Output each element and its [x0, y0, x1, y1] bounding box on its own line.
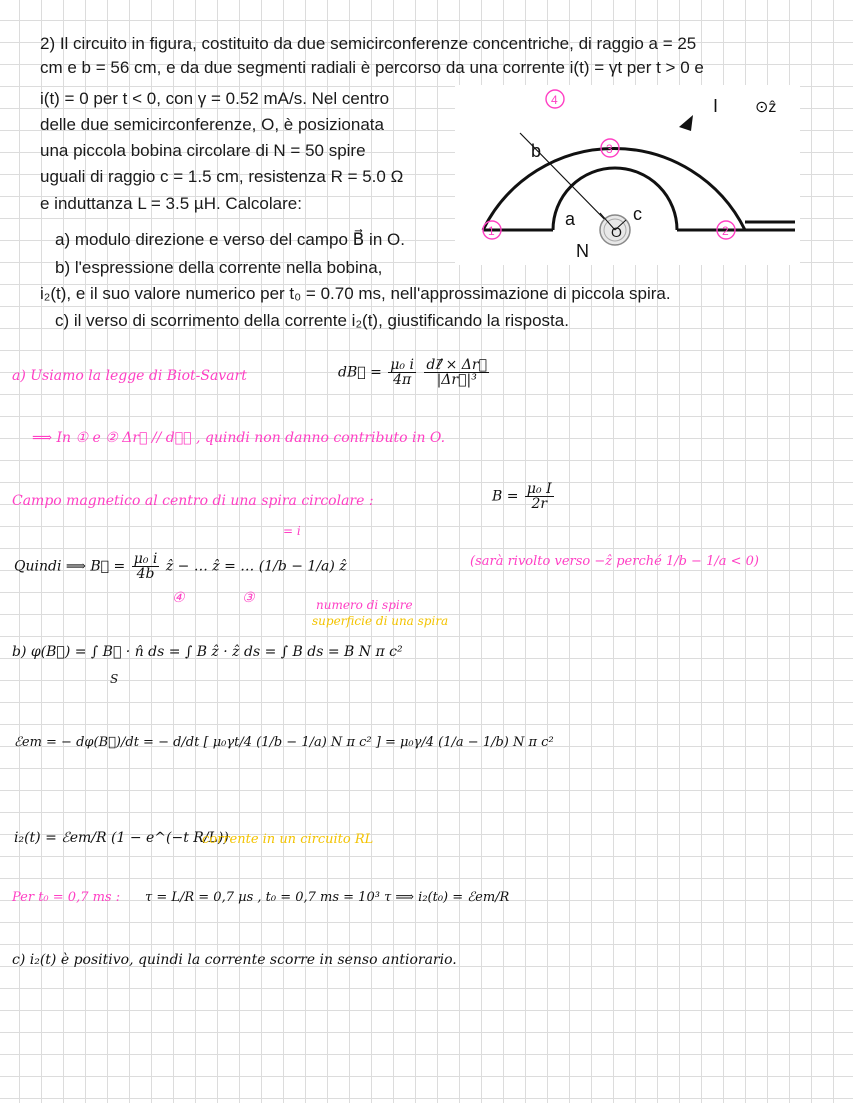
- note-a-line-4: Quindi ⟹ B⃗ = $\frac{\text{μ₀ i}}{4b}$ ẑ − … ẑ = … (1/b − 1/a) ẑ: [14, 551, 347, 582]
- note-b-turns: numero di spire: [316, 598, 413, 612]
- note-b-line-1: b) φ(B⃗) = ∫ B⃗ · n̂ ds = ∫ B ẑ · ẑ ds = ∫ B ds = B N π c²: [12, 644, 403, 660]
- note-a-line-3: Campo magnetico al centro di una spira circolare :: [12, 493, 374, 509]
- segment-2-label: 2: [722, 224, 729, 238]
- note-a-line-4-note: (sarà rivolto verso −ẑ perché 1/b − 1/a < 0): [470, 554, 759, 569]
- note-b-line-2: ℰem = − dφ(B⃗)/dt = − d/dt [ μ₀γt/4 (1/b − 1/a) N π c² ] = μ₀γ/4 (1/a − 1/b) N π c²: [14, 735, 554, 750]
- note-c-line: c) i₂(t) è positivo, quindi la corrente scorre in senso antiorario.: [12, 952, 457, 968]
- note-b-line-3: i₂(t) = ℰem/R (1 − e^(−t R/L)): [14, 830, 229, 846]
- problem-line-5: una piccola bobina circolare di N = 50 spire: [40, 141, 366, 160]
- label-O: O: [611, 224, 622, 240]
- note-a-eq-i: = i: [283, 524, 301, 538]
- segment-1-label: 1: [488, 224, 495, 238]
- label-a: a: [565, 209, 576, 229]
- problem-line-2: cm e b = 56 cm, e da due segmenti radiali è percorso da una corrente i(t) = γt per t > 0 e: [40, 58, 704, 77]
- question-a: a) modulo direzione e verso del campo B⃗ in O.: [55, 230, 405, 249]
- problem-line-6: uguali di raggio c = 1.5 cm, resistenza R = 5.0 Ω: [40, 167, 404, 186]
- note-a-formula-biot: dB⃗ = $\frac{\text{μ₀ i}}{4\pi}$ $\frac{\text{dℓ⃗ × Δr⃗}}{\text{|Δr⃗|³}}$: [338, 357, 487, 388]
- note-a-line-2: ⟹ In ① e ② Δr⃗ // dℓ⃗ , quindi non danno contributo in O.: [32, 430, 446, 446]
- segment-4-label: 4: [551, 93, 558, 107]
- note-b-surface: superficie di una spira: [312, 614, 449, 628]
- segment-3-label: 3: [606, 142, 613, 156]
- note-b-line-4: τ = L/R = 0,7 µs , t₀ = 0,7 ms = 10³ τ ⟹ i₂(t₀) = ℰem/R: [145, 890, 510, 905]
- question-b-line-2: i₂(t), e il suo valore numerico per t₀ = 0.70 ms, nell'approssimazione di piccola spira.: [40, 284, 671, 303]
- note-b-line-4-prefix: Per t₀ = 0,7 ms :: [12, 890, 121, 905]
- label-I: I: [713, 96, 719, 116]
- label-b: b: [531, 141, 542, 161]
- problem-line-3: i(t) = 0 per t < 0, con γ = 0.52 mA/s. Nel centro: [40, 89, 390, 108]
- note-a-line-1: a) Usiamo la legge di Biot-Savart: [12, 368, 247, 384]
- note-b-line-3-note: corrente in un circuito RL: [202, 832, 374, 847]
- problem-line-7: e induttanza L = 3.5 µH. Calcolare:: [40, 194, 302, 213]
- question-b-line-1: b) l'espressione della corrente nella bobina,: [55, 258, 383, 277]
- label-N: N: [576, 241, 589, 261]
- note-b-line-1-s: S: [110, 672, 119, 686]
- problem-line-4: delle due semicirconferenze, O, è posizionata: [40, 115, 384, 134]
- problem-line-1: 2) Il circuito in figura, costituito da due semicirconferenze concentriche, di raggio a = 25: [40, 34, 697, 53]
- note-a-label-4: ④: [172, 590, 185, 606]
- label-c: c: [633, 204, 642, 224]
- label-z: ⊙ẑ: [755, 99, 777, 116]
- question-c: c) il verso di scorrimento della corrente i₂(t), giustificando la risposta.: [55, 311, 569, 330]
- note-a-label-3: ③: [242, 590, 255, 606]
- note-a-formula-loop: B = $\frac{\text{μ₀ I}}{2r}$: [492, 481, 552, 512]
- circuit-figure: [455, 85, 800, 265]
